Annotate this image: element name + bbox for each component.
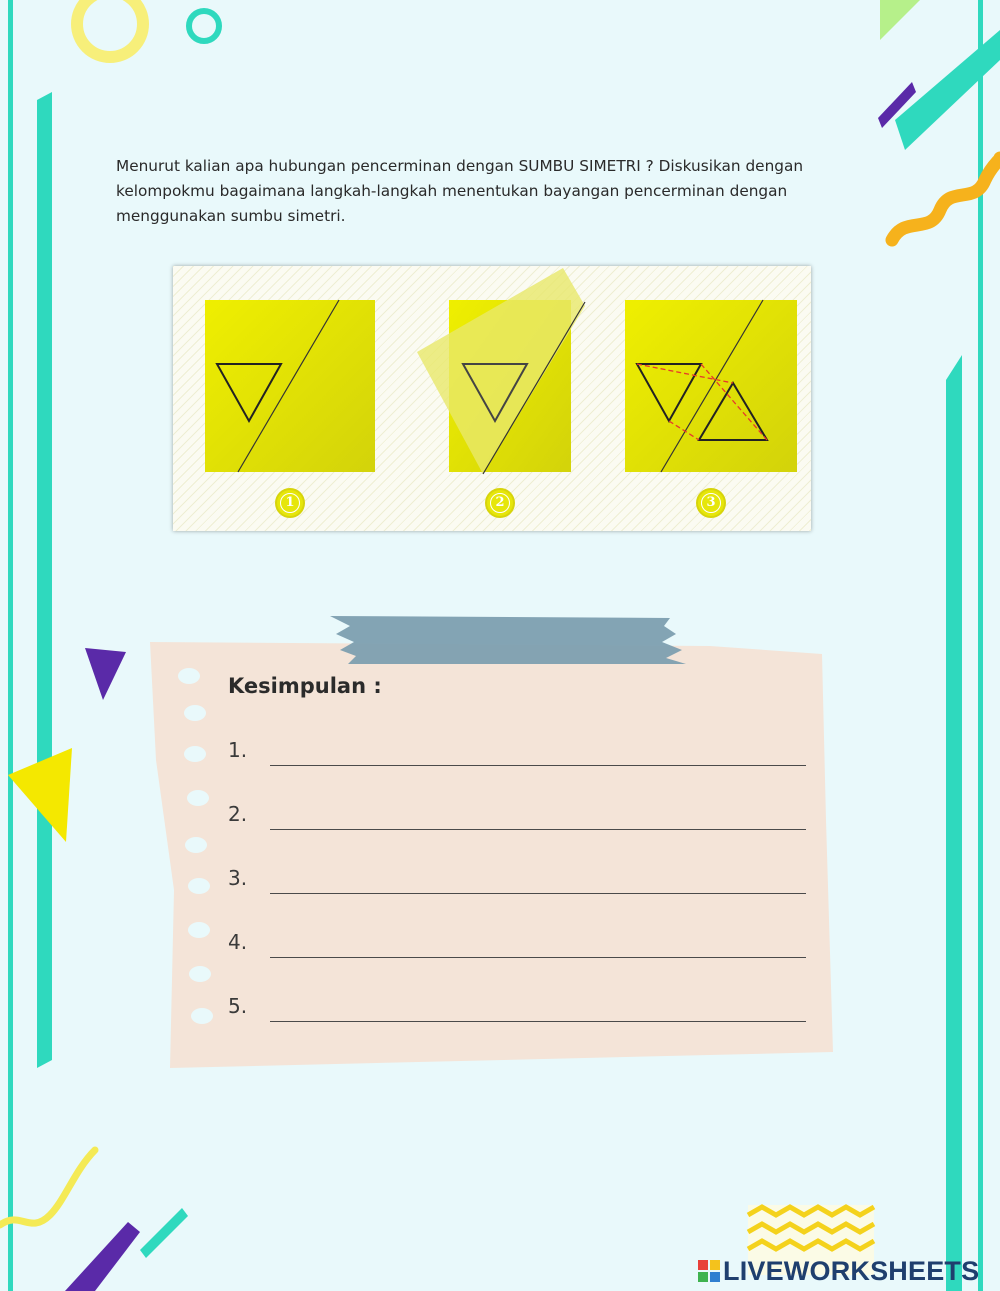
yellow-squiggle-icon [0, 1150, 95, 1225]
bottom-left-teal-stripe [140, 1208, 188, 1258]
left-teal-wide-bar [37, 92, 52, 1068]
answer-number: 4. [228, 930, 248, 954]
tape-strip [326, 612, 688, 668]
answer-input-2[interactable] [270, 805, 806, 830]
answer-input-3[interactable] [270, 869, 806, 894]
answer-number: 3. [228, 866, 248, 890]
answer-row-4 [228, 930, 808, 960]
conclusion-title: Kesimpulan : [228, 674, 382, 698]
step-3-badge: 3 [696, 488, 726, 518]
answer-input-5[interactable] [270, 997, 806, 1022]
step-2-badge: 2 [485, 488, 515, 518]
step-1-badge: 1 [275, 488, 305, 518]
intro-paragraph: Menurut kalian apa hubungan pencerminan dengan SUMBU SIMETRI ? Diskusikan dengan kelompokmu bagaimana langkah-langkah menentukan bayangan pencerminan dengan menggunakan sumbu simetri. [116, 157, 804, 225]
teal-ring-icon [189, 11, 219, 41]
purple-triangle-icon [85, 648, 126, 700]
answer-number: 1. [228, 738, 248, 762]
orange-squiggle-icon [892, 158, 1000, 240]
answer-row-5 [228, 994, 808, 1024]
step-1-panel [205, 300, 375, 472]
answer-row-1 [228, 738, 808, 768]
liveworksheets-logo-icon [698, 1260, 720, 1282]
top-right-lime-stripe [880, 0, 920, 40]
right-teal-wide-bar [946, 355, 962, 1291]
answer-input-4[interactable] [270, 933, 806, 958]
left-teal-thin-bar [8, 0, 13, 1291]
bottom-left-purple-stripe [65, 1222, 140, 1291]
step-3-panel [625, 300, 797, 472]
answer-number: 5. [228, 994, 248, 1018]
answer-input-1[interactable] [270, 741, 806, 766]
answer-row-3 [228, 866, 808, 896]
yellow-ring-icon [77, 0, 143, 57]
liveworksheets-brand [698, 1255, 979, 1287]
answer-number: 2. [228, 802, 248, 826]
reflection-figure [173, 266, 811, 531]
answer-row-2 [228, 802, 808, 832]
step-2-panel [417, 268, 585, 474]
brand-name: LIVEWORKSHEETS [723, 1255, 980, 1286]
